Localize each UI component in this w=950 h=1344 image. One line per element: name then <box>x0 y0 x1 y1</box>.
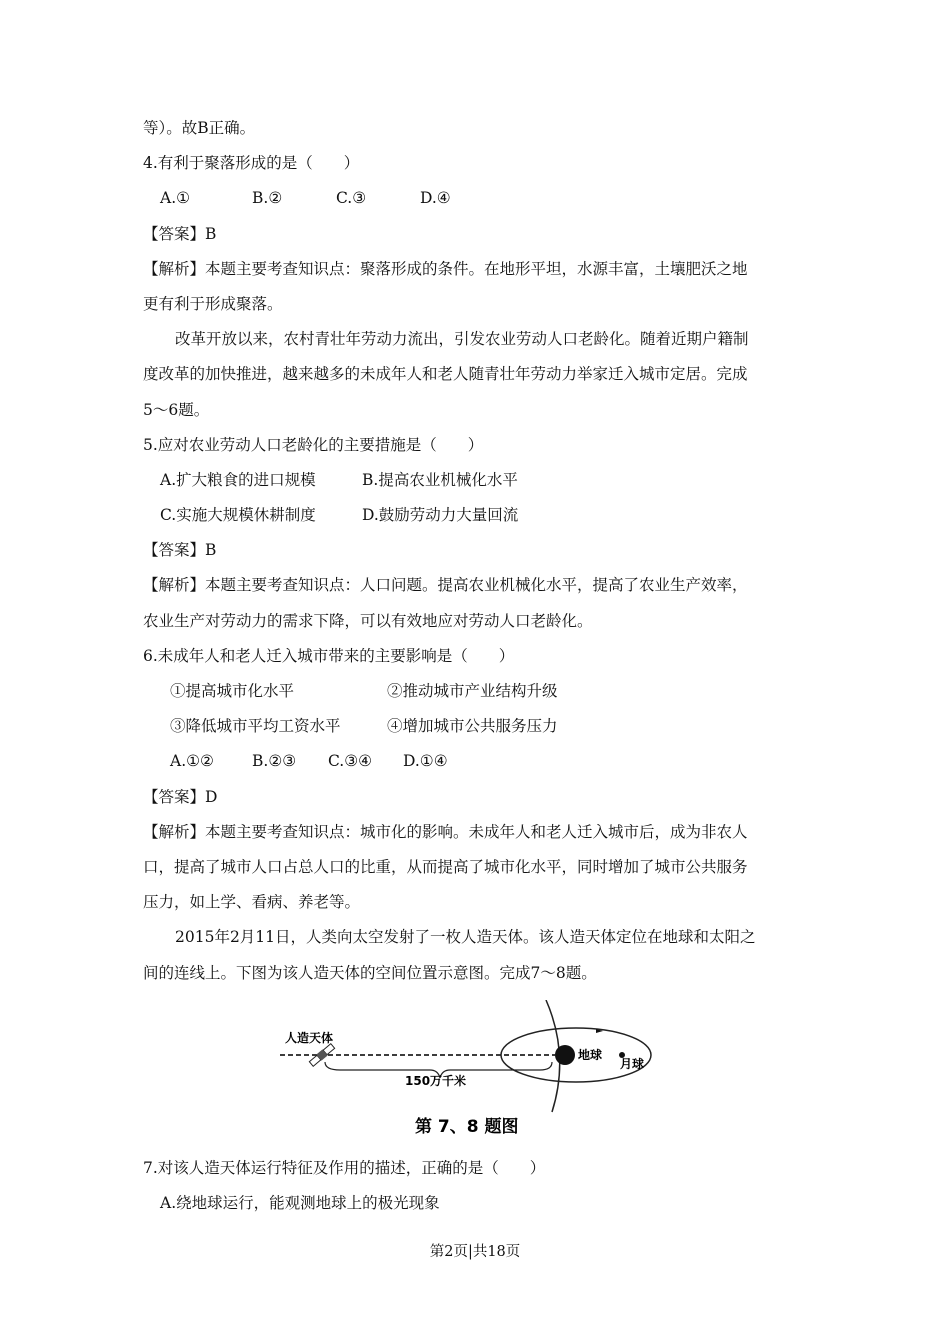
document-body-continued <box>143 1151 545 1221</box>
option-b: B.②③ <box>252 752 297 771</box>
moon-label: 月球 <box>620 1057 645 1071</box>
question-6: 6.未成年人和老人迁入城市带来的主要影响是（ ） <box>143 646 515 665</box>
analysis: 口，提高了城市人口占总人口的比重，从而提高了城市化水平，同时增加了城市公共服务 <box>143 857 748 876</box>
question-6-items <box>143 674 813 709</box>
analysis: 【解析】本题主要考查知识点：城市化的影响。未成年人和老人迁入城市后，成为非农人 <box>143 822 748 841</box>
option-d: D.①④ <box>403 752 448 771</box>
item-4: ④增加城市公共服务压力 <box>387 717 558 736</box>
option-b: B.② <box>252 189 283 208</box>
passage: 2015年2月11日，人类向太空发射了一枚人造天体。该人造天体定位在地球和太阳之 <box>175 928 756 947</box>
analysis: 压力，如上学、看病、养老等。 <box>143 893 361 912</box>
option-a: A.绕地球运行，能观测地球上的极光现象 <box>160 1194 440 1213</box>
earth-label: 地球 <box>578 1048 603 1062</box>
question-6-options <box>143 744 813 779</box>
question-5-options <box>143 498 813 533</box>
answer: 【答案】B <box>143 541 217 560</box>
question-5-options <box>143 463 813 498</box>
document-body <box>143 111 813 991</box>
option-a: A.扩大粮食的进口规模 <box>160 470 316 489</box>
question-5: 5.应对农业劳动人口老龄化的主要措施是（ ） <box>143 435 484 454</box>
answer: 【答案】B <box>143 224 217 243</box>
option-c: C.③ <box>336 189 367 208</box>
satellite-label: 人造天体 <box>285 1031 334 1045</box>
option-a: A.①② <box>170 752 214 771</box>
analysis: 农业生产对劳动力的需求下降，可以有效地应对劳动人口老龄化。 <box>143 611 593 630</box>
option-a: A.① <box>160 189 191 208</box>
passage: 间的连线上。下图为该人造天体的空间位置示意图。完成7～8题。 <box>143 963 597 982</box>
option-b: B.提高农业机械化水平 <box>362 470 518 489</box>
question-4-options <box>143 181 813 216</box>
distance-label: 150万千米 <box>405 1074 467 1088</box>
passage: 5～6题。 <box>143 400 210 419</box>
answer: 【答案】D <box>143 787 218 806</box>
analysis: 【解析】本题主要考查知识点：聚落形成的条件。在地形平坦，水源丰富，土壤肥沃之地 <box>143 259 748 278</box>
passage: 度改革的加快推进，越来越多的未成年人和老人随青壮年劳动力举家迁入城市定居。完成 <box>143 365 748 384</box>
question-4: 4.有利于聚落形成的是（ ） <box>143 154 360 173</box>
satellite-position-figure <box>270 1000 670 1150</box>
option-d: D.鼓励劳动力大量回流 <box>362 506 519 525</box>
text-line: 等）。故B正确。 <box>143 119 256 137</box>
option-c: C.实施大规模休耕制度 <box>160 506 316 525</box>
passage: 改革开放以来，农村青壮年劳动力流出，引发农业劳动人口老龄化。随着近期户籍制 <box>175 330 749 349</box>
item-2: ②推动城市产业结构升级 <box>387 682 558 700</box>
item-3: ③降低城市平均工资水平 <box>170 717 341 736</box>
page-footer: 第2页|共18页 <box>429 1244 521 1260</box>
analysis: 【解析】本题主要考查知识点：人口问题。提高农业机械化水平，提高了农业生产效率， <box>143 576 748 595</box>
question-6-items <box>143 709 813 744</box>
earth-icon <box>555 1045 575 1065</box>
figure-caption: 第 7、8 题图 <box>415 1117 519 1137</box>
option-d: D.④ <box>420 189 451 208</box>
question-7: 7.对该人造天体运行特征及作用的描述，正确的是（ ） <box>143 1159 546 1177</box>
item-1: ①提高城市化水平 <box>170 682 295 700</box>
analysis: 更有利于形成聚落。 <box>143 294 283 313</box>
option-c: C.③④ <box>328 752 373 771</box>
